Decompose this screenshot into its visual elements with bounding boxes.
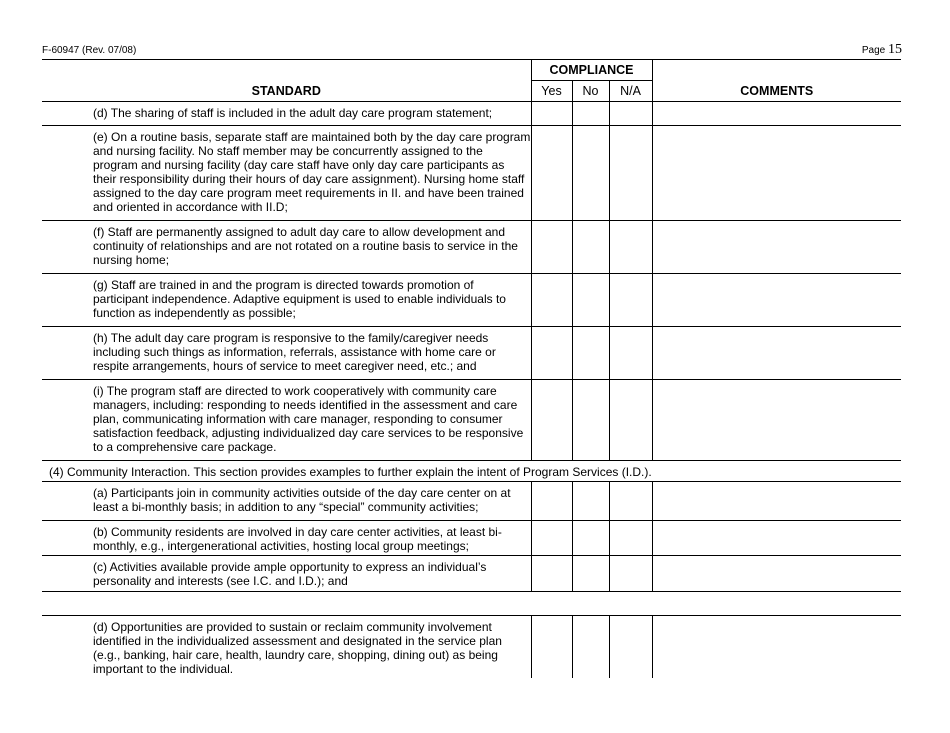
header-row-compliance <box>42 60 901 81</box>
standard-text: (f) Staff are permanently assigned to adult day care to allow development and continuity of relationships and are not rotated on a routine basis to service in the nursing home; <box>42 221 531 274</box>
no-cell[interactable] <box>572 556 609 592</box>
standard-text: (g) Staff are trained in and the program is directed towards promotion of participant independence. Adaptive equipment is used to enable individuals to function as independently as possible; <box>42 274 531 327</box>
na-cell[interactable] <box>609 380 652 461</box>
comments-cell[interactable] <box>652 380 901 461</box>
yes-cell[interactable] <box>531 327 572 380</box>
compliance-table <box>42 59 901 678</box>
standard-text: (h) The adult day care program is responsive to the family/caregiver needs including such things as information, referrals, assistance with home care or respite arrangements, hours of service to meet caregiver need, etc.; and <box>42 327 531 380</box>
comments-cell[interactable] <box>652 482 901 521</box>
comments-cell[interactable] <box>652 102 901 126</box>
yes-cell[interactable] <box>531 616 572 679</box>
na-cell[interactable] <box>609 102 652 126</box>
page-label: Page <box>861 45 886 56</box>
no-cell[interactable] <box>572 482 609 521</box>
na-cell[interactable] <box>609 521 652 556</box>
table-row <box>42 482 901 521</box>
standard-text: (i) The program staff are directed to work cooperatively with community care managers, including: responding to needs identified in the assessment and care plan, communicating information with care manager, responding to consumer satisfaction feedback, adjusting individualized day care services to be responsive to a comprehensive care package. <box>42 380 531 461</box>
yes-cell[interactable] <box>531 380 572 461</box>
standard-text: (e) On a routine basis, separate staff are maintained both by the day care program and nursing facility. No staff member may be concurrently assigned to the program and nursing facility (day care staff have only day care participants as their responsibility during their hours of day care assignment). Nursing home staff assigned to the day care program meet requirements in II. and have been trained and oriented in accordance with II.D; <box>42 126 531 221</box>
section-heading: (4) Community Interaction. This section provides examples to further explain the intent of Program Services (I.D.). <box>42 461 901 482</box>
table-row <box>42 521 901 556</box>
comments-cell[interactable] <box>652 521 901 556</box>
yes-header: Yes <box>531 81 572 102</box>
na-cell[interactable] <box>609 556 652 592</box>
standard-text: (d) The sharing of staff is included in the adult day care program statement; <box>42 102 531 126</box>
comments-cell[interactable] <box>652 616 901 679</box>
na-cell[interactable] <box>609 482 652 521</box>
comments-header: COMMENTS <box>652 81 901 102</box>
yes-cell[interactable] <box>531 556 572 592</box>
no-cell[interactable] <box>572 274 609 327</box>
form-id: F-60947 (Rev. 07/08) <box>42 45 137 56</box>
table-row <box>42 380 901 461</box>
comments-cell[interactable] <box>652 556 901 592</box>
table-row <box>42 274 901 327</box>
yes-cell[interactable] <box>531 482 572 521</box>
comments-cell[interactable] <box>652 274 901 327</box>
standard-text: (c) Activities available provide ample opportunity to express an individual’s personality and interests (see I.C. and I.D.); and <box>42 556 531 592</box>
yes-cell[interactable] <box>531 521 572 556</box>
table-row <box>42 616 901 679</box>
standard-text: (d) Opportunities are provided to sustain or reclaim community involvement identified in the individualized assessment and designated in the service plan (e.g., banking, hair care, health, laundry care, shopping, dining out) as being important to the individual. <box>42 616 531 679</box>
yes-cell[interactable] <box>531 274 572 327</box>
na-cell[interactable] <box>609 616 652 679</box>
table-row <box>42 327 901 380</box>
no-cell[interactable] <box>572 521 609 556</box>
no-cell[interactable] <box>572 126 609 221</box>
comments-cell[interactable] <box>652 327 901 380</box>
standard-header: STANDARD <box>251 83 321 98</box>
comments-cell[interactable] <box>652 221 901 274</box>
standard-text: (a) Participants join in community activities outside of the day care center on at least a bi-monthly basis; in addition to any “special” community activities; <box>42 482 531 521</box>
na-cell[interactable] <box>609 126 652 221</box>
table-row <box>42 102 901 126</box>
yes-cell[interactable] <box>531 102 572 126</box>
yes-cell[interactable] <box>531 126 572 221</box>
page-number-value: 15 <box>888 42 902 57</box>
yes-cell[interactable] <box>531 221 572 274</box>
page-number <box>862 42 902 58</box>
standard-text: (b) Community residents are involved in day care center activities, at least bi-monthly, e.g., intergenerational activities, hosting local group meetings; <box>42 521 531 556</box>
table-row <box>42 556 901 592</box>
na-cell[interactable] <box>609 274 652 327</box>
table-row <box>42 221 901 274</box>
comments-cell[interactable] <box>652 126 901 221</box>
na-cell[interactable] <box>609 221 652 274</box>
na-cell[interactable] <box>609 327 652 380</box>
header-row-columns <box>42 81 901 102</box>
no-cell[interactable] <box>572 102 609 126</box>
no-header: No <box>572 81 609 102</box>
section-row <box>42 461 901 482</box>
no-cell[interactable] <box>572 221 609 274</box>
table-row <box>42 126 901 221</box>
spacer-row <box>42 592 901 616</box>
no-cell[interactable] <box>572 616 609 679</box>
no-cell[interactable] <box>572 327 609 380</box>
compliance-header: COMPLIANCE <box>531 60 652 81</box>
na-header: N/A <box>609 81 652 102</box>
no-cell[interactable] <box>572 380 609 461</box>
